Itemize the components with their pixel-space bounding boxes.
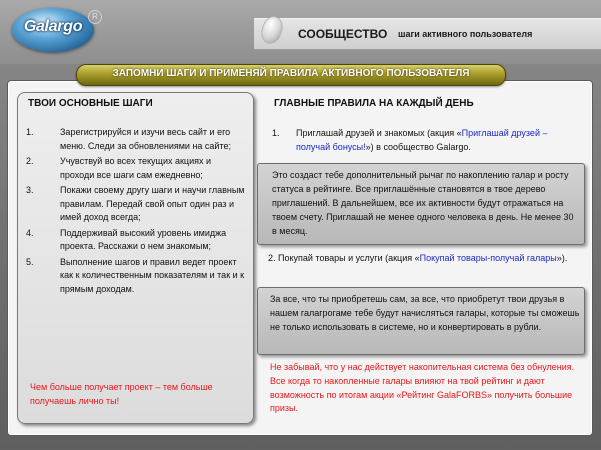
right-heading: ГЛАВНЫЕ ПРАВИЛА НА КАЖДЫЙ ДЕНЬ: [274, 98, 474, 109]
list-item: [24, 184, 246, 225]
steps-list: [24, 126, 246, 298]
list-item: [24, 126, 246, 153]
step-number: 3.: [26, 185, 34, 195]
rule-2-text-end: »).: [556, 253, 568, 263]
warning-text: Не забывай, что у нас действует накопительная система без обнуления. Все когда то накопленные галары влияют на твой рейтинг и дают возможность по итогам акции «Рейтинг GalaFORBS» получить большие призы.: [270, 362, 575, 414]
step-number: 1.: [26, 127, 34, 137]
step-number: 2.: [26, 156, 34, 166]
step-number: 5.: [26, 256, 34, 267]
rule-2: [268, 251, 583, 265]
step-text: Учувствуй во всех текущих акциях и проходи все шаги сам ежедневно;: [60, 156, 212, 180]
purchase-info-text: За все, что ты приобретешь сам, за все, что приобретут твои друзья в нашем галагрогаме тебе будут начисляться галары, которые ты сможешь не только использовать в системе, но и конвертировать в рубли.: [270, 294, 580, 332]
buy-goods-link[interactable]: Покупай товары-получай галары: [419, 253, 557, 263]
step-text: Покажи своему другу шаги и научи главным правилам. Передай свой опыт один раз и имей доход всегда;: [60, 185, 245, 222]
left-heading: ТВОИ ОСНОВНЫЕ ШАГИ: [28, 98, 153, 109]
page-title: СООБЩЕСТВО: [298, 27, 388, 41]
step-text: Выполнение шагов и правил ведет проект как к количественным показателям и так и к прямым доходам.: [60, 256, 245, 294]
rule-2-text: 2. Покупай товары и услуги (акция «: [268, 253, 420, 263]
step-number: 4.: [26, 227, 34, 238]
rule-1: [268, 126, 583, 154]
list-item: [24, 227, 246, 254]
invite-friends-link[interactable]: Приглашай друзей – получай бонусы!: [296, 128, 548, 152]
step-text: Поддерживай высокий уровень имиджа проекта. Расскажи о нем знакомым;: [60, 227, 227, 251]
rule-number: 1.: [272, 128, 280, 138]
page-subtitle: шаги активного пользователя: [398, 29, 533, 39]
logo-text: Galargo: [23, 18, 83, 35]
invite-info-text: Это создаст тебе дополнительный рычаг по накоплению галар и росту статуса в рейтинге. Все приглашённые становятся в твое дерево приглашений. В дальнейшем, все их активности будут отражаться на твоем счету. Приглашай не менее одного человека в день. Не менее 30 в месяц.: [272, 170, 574, 236]
list-item: [24, 155, 246, 182]
list-item: [24, 256, 246, 297]
step-text: Зарегистрируйся и изучи весь сайт и его меню. Следи за обновлениями на сайте;: [60, 127, 231, 151]
rule-1-text: Приглашай друзей и знакомых (акция «: [296, 128, 462, 138]
rule-1-text-end: ») в сообщество Galargo.: [365, 142, 471, 152]
left-note: Чем больше получает проект – тем больше получаешь лично ты!: [30, 382, 213, 406]
banner-text: ЗАПОМНИ ШАГИ И ПРИМЕНЯЙ ПРАВИЛА АКТИВНОГО ПОЛЬЗОВАТЕЛЯ: [112, 68, 470, 79]
registered-trademark-icon: R: [88, 10, 102, 24]
